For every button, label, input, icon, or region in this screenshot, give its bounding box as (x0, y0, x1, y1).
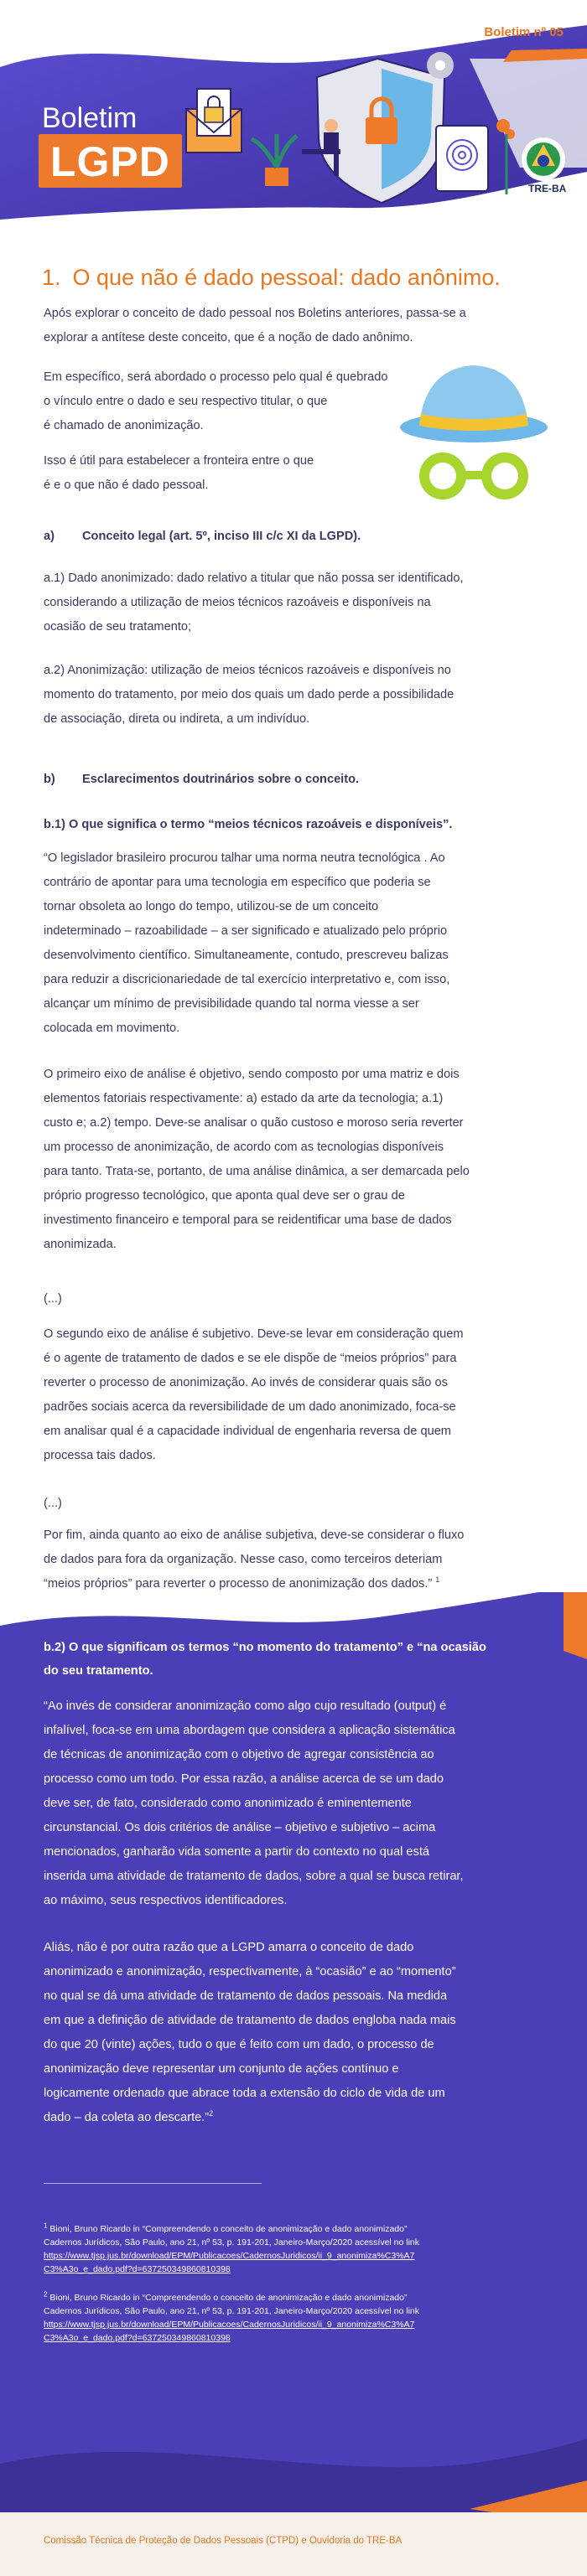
quote-paragraph-1 (44, 846, 547, 1041)
text-line: anonimização deve representar um conjunto de ações contínuo e (44, 2062, 399, 2076)
text-line: deve ser, de fato, considerado como anonimizado é eminentemente (44, 1797, 412, 1810)
b2-heading (44, 1636, 547, 1683)
process-paragraph (44, 365, 413, 438)
text-line: circunstancial. Os dois critérios de análise – objetivo e subjetivo – acima (44, 1821, 436, 1834)
text-line: tornar obsoleta ao longo do tempo, utilizou-se de um conceito (44, 900, 379, 913)
brand-title-small: Boletim (42, 102, 138, 134)
text-line: Isso é útil para estabelecer a fronteira entre o que (44, 454, 314, 468)
text-line: Bioni, Bruno Ricardo in “Compreendendo o conceito de anonimização e dado anonimizado” (47, 2293, 408, 2303)
text-line: Cadernos Jurídicos, São Paulo, ano 21, nº 53, p. 191-201, Janeiro-Março/2020 acessível no link (44, 2237, 420, 2248)
footnote-link[interactable]: https://www.tjsp.jus.br/download/EPM/Publicacoes/CadernosJuridicos/ii_9_anonimiza%C3%A7 (44, 2251, 415, 2261)
text-line: do que 20 (vinte) ações, tudo o que é feito com um dado, o processo de (44, 2038, 434, 2051)
footnote-link[interactable]: C3%A3o_e_dado.pdf?d=637250349860810398 (44, 2333, 231, 2343)
section-title-text: O que não é dado pessoal: dado anônimo. (72, 265, 501, 290)
text-line: para tanto. Trata-se, portanto, de uma análise dinâmica, a ser demarcada pelo (44, 1165, 470, 1178)
text-line: dado – da coleta ao descarte.” (44, 2111, 210, 2124)
text-line: logicamente ordenado que abrace toda a extensão do ciclo de vida de um (44, 2087, 445, 2100)
text-line: Em específico, será abordado o processo pelo qual é quebrado (44, 370, 388, 384)
legal-a1-paragraph (44, 566, 547, 639)
tre-ba-logo (522, 137, 565, 181)
ellipsis-1: (...) (44, 1292, 62, 1306)
text-line: um processo de anonimização, de acordo com as tecnologias disponíveis (44, 1141, 444, 1154)
doctrine-heading (44, 773, 547, 786)
text-line: momento do tratamento, por meio dos quais um dado perde a possibilidade (44, 688, 455, 701)
text-line: em analisar qual é a capacidade individual de engenharia reversa de quem (44, 1425, 451, 1438)
quote-paragraph-2 (44, 1063, 547, 1257)
text-line: em que a definição de atividade de tratamento de dados engloba nada mais (44, 2014, 456, 2027)
useful-paragraph (44, 449, 413, 498)
text-line: b.2) O que significam os termos “no momento do tratamento” e “na ocasião (44, 1641, 486, 1654)
footnote-ref-1[interactable]: 1 (435, 1575, 440, 1585)
text-line: “O legislador brasileiro procurou talhar uma norma neutra tecnológica . Ao (44, 851, 445, 865)
org-logo-label: TRE-BA (528, 183, 567, 194)
text-line: anonimizado e anonimização, respectivamente, à “ocasião” e ao “momento” (44, 1965, 456, 1979)
text-line: desenvolvimento científico. Simultaneamente, contudo, prescreveu balizas (44, 949, 449, 962)
text-line: O segundo eixo de análise é subjetivo. Deve-se levar em consideração quem (44, 1327, 464, 1341)
issue-number: Boletim nº 05 (484, 25, 564, 39)
text-line: ocasião de seu tratamento; (44, 620, 192, 634)
text-line: infalível, foca-se em uma abordagem que considera a aplicação sistemática (44, 1724, 455, 1737)
fingerprint-card-icon (436, 126, 488, 191)
legal-heading-label: a) (44, 530, 55, 543)
quote-paragraph-4 (44, 1523, 547, 1596)
text-line: investimento financeiro e temporal para se reidentificar uma base de dados (44, 1213, 452, 1227)
text-line: Por fim, ainda quanto ao eixo de análise subjetiva, deve-se considerar o fluxo (44, 1529, 465, 1542)
text-line: indeterminado – razoabilidade – a ser significado e atualizado pelo próprio (44, 924, 448, 938)
text-line: é chamado de anonimização. (44, 419, 204, 432)
text-line: contrário de apontar para uma tecnologia em específico que poderia se (44, 876, 431, 889)
text-line: no qual se dá uma atividade de tratamento de dados pessoais. Na medida (44, 1989, 448, 2003)
legal-heading-text: Conceito legal (art. 5º, inciso III c/c XI da LGPD). (82, 530, 361, 543)
text-line: inserida uma atividade de tratamento de dados, sobre a qual se busca retirar, (44, 1870, 464, 1883)
text-line: alcançar um mínimo de previsibilidade quando tal norma viesse a ser (44, 997, 419, 1011)
text-line: de dados para fora da organização. Nesse caso, como terceiros deteriam (44, 1553, 443, 1566)
text-line: do seu tratamento. (44, 1664, 153, 1678)
text-line: colocada em movimento. (44, 1022, 180, 1035)
ellipsis-2: (...) (44, 1497, 62, 1510)
text-line: reverter o processo de anonimização. Ao invés de considerar quais são os (44, 1376, 448, 1389)
text-line: “Ao invés de considerar anonimização como algo cujo resultado (output) é (44, 1699, 447, 1713)
text-line: processo como um todo. Por essa razão, a análise acerca de se um dado (44, 1772, 444, 1786)
text-line: Após explorar o conceito de dado pessoal nos Boletins anteriores, passa-se a (44, 307, 466, 320)
text-line: “meios próprios” para reverter o processo de anonimização dos dados.” (44, 1577, 433, 1591)
footnote-divider (44, 2183, 262, 2184)
text-line: ao máximo, seus respectivos identificadores. (44, 1894, 288, 1907)
legal-a2-paragraph (44, 659, 547, 732)
text-line: próprio progresso tecnológico, que aponta qual deve ser o grau de (44, 1189, 405, 1203)
footnote-2 (44, 2291, 547, 2345)
footnote-number: 1 (44, 2222, 48, 2230)
header-banner (0, 0, 587, 251)
text-line: considerando a utilização de meios técnicos razoáveis e disponíveis na (44, 596, 431, 609)
anonymous-hat-glasses-icon (394, 350, 553, 518)
text-line: o vínculo entre o dado e seu respectivo titular, o que (44, 395, 328, 408)
footnote-number: 2 (44, 2290, 48, 2299)
b2-quote-paragraph-2 (44, 1936, 547, 2130)
b1-heading: b.1) O que significa o termo “meios técnicos razoáveis e disponíveis”. (44, 818, 453, 831)
footnote-link[interactable]: C3%A3o_e_dado.pdf?d=637250349860810398 (44, 2264, 231, 2274)
text-line: explorar a antítese deste conceito, que é a noção de dado anônimo. (44, 331, 413, 344)
text-line: é o agente de tratamento de dados e se ele dispõe de “meios próprios” para (44, 1352, 457, 1365)
text-line: Bioni, Bruno Ricardo in “Compreendendo o conceito de anonimização e dado anonimizado” (47, 2224, 408, 2234)
text-line: padrões sociais acerca da reversibilidade de um dado anonimizado, foca-se (44, 1400, 456, 1414)
brand-title-lgpd: LGPD (39, 134, 182, 188)
text-line: Cadernos Jurídicos, São Paulo, ano 21, nº 53, p. 191-201, Janeiro-Março/2020 acessível no link (44, 2306, 420, 2316)
text-line: Aliás, não é por outra razão que a LGPD amarra o conceito de dado (44, 1941, 414, 1954)
text-line: de técnicas de anonimização com o objetivo de agregar consistência ao (44, 1748, 434, 1761)
text-line: de associação, direta ou indireta, a um indivíduo. (44, 712, 310, 726)
text-line: custo e; a.2) tempo. Deve-se analisar o quão custoso e moroso seria reverter (44, 1116, 464, 1130)
section-title (42, 265, 501, 291)
text-line: O primeiro eixo de análise é objetivo, sendo composto por uma matriz e dois (44, 1068, 460, 1081)
text-line: é e o que não é dado pessoal. (44, 478, 209, 492)
text-line: elementos fatoriais respectivamente: a) estado da arte da tecnologia; a.1) (44, 1092, 444, 1105)
intro-paragraph (44, 302, 547, 350)
gear-icon (427, 52, 454, 79)
text-line: mencionados, ganharão vida somente a partir do contexto no qual está (44, 1845, 430, 1859)
footnote-1 (44, 2222, 547, 2276)
b2-quote-paragraph-1 (44, 1694, 547, 1913)
doctrine-heading-label: b) (44, 773, 55, 786)
doctrine-heading-text: Esclarecimentos doutrinários sobre o conceito. (82, 773, 360, 786)
text-line: processa tais dados. (44, 1449, 156, 1462)
footer-credit: Comissão Técnica de Proteção de Dados Pessoais (CTPD) e Ouvidoria do TRE-BA (44, 2536, 403, 2546)
text-line: para reduzir a discricionariedade de tal exercício interpretativo e, com isso, (44, 973, 450, 986)
text-line: a.1) Dado anonimizado: dado relativo a titular que não possa ser identificado, (44, 572, 464, 585)
text-line: a.2) Anonimização: utilização de meios técnicos razoáveis e disponíveis no (44, 664, 451, 677)
legal-heading (44, 530, 547, 543)
text-line: anonimizada. (44, 1238, 117, 1251)
footnote-link[interactable]: https://www.tjsp.jus.br/download/EPM/Publicacoes/CadernosJuridicos/ii_9_anonimiza%C3%A7 (44, 2320, 415, 2330)
quote-paragraph-3 (44, 1322, 547, 1468)
section-number: 1. (42, 265, 61, 290)
footnote-ref-2[interactable]: 2 (209, 2109, 214, 2118)
